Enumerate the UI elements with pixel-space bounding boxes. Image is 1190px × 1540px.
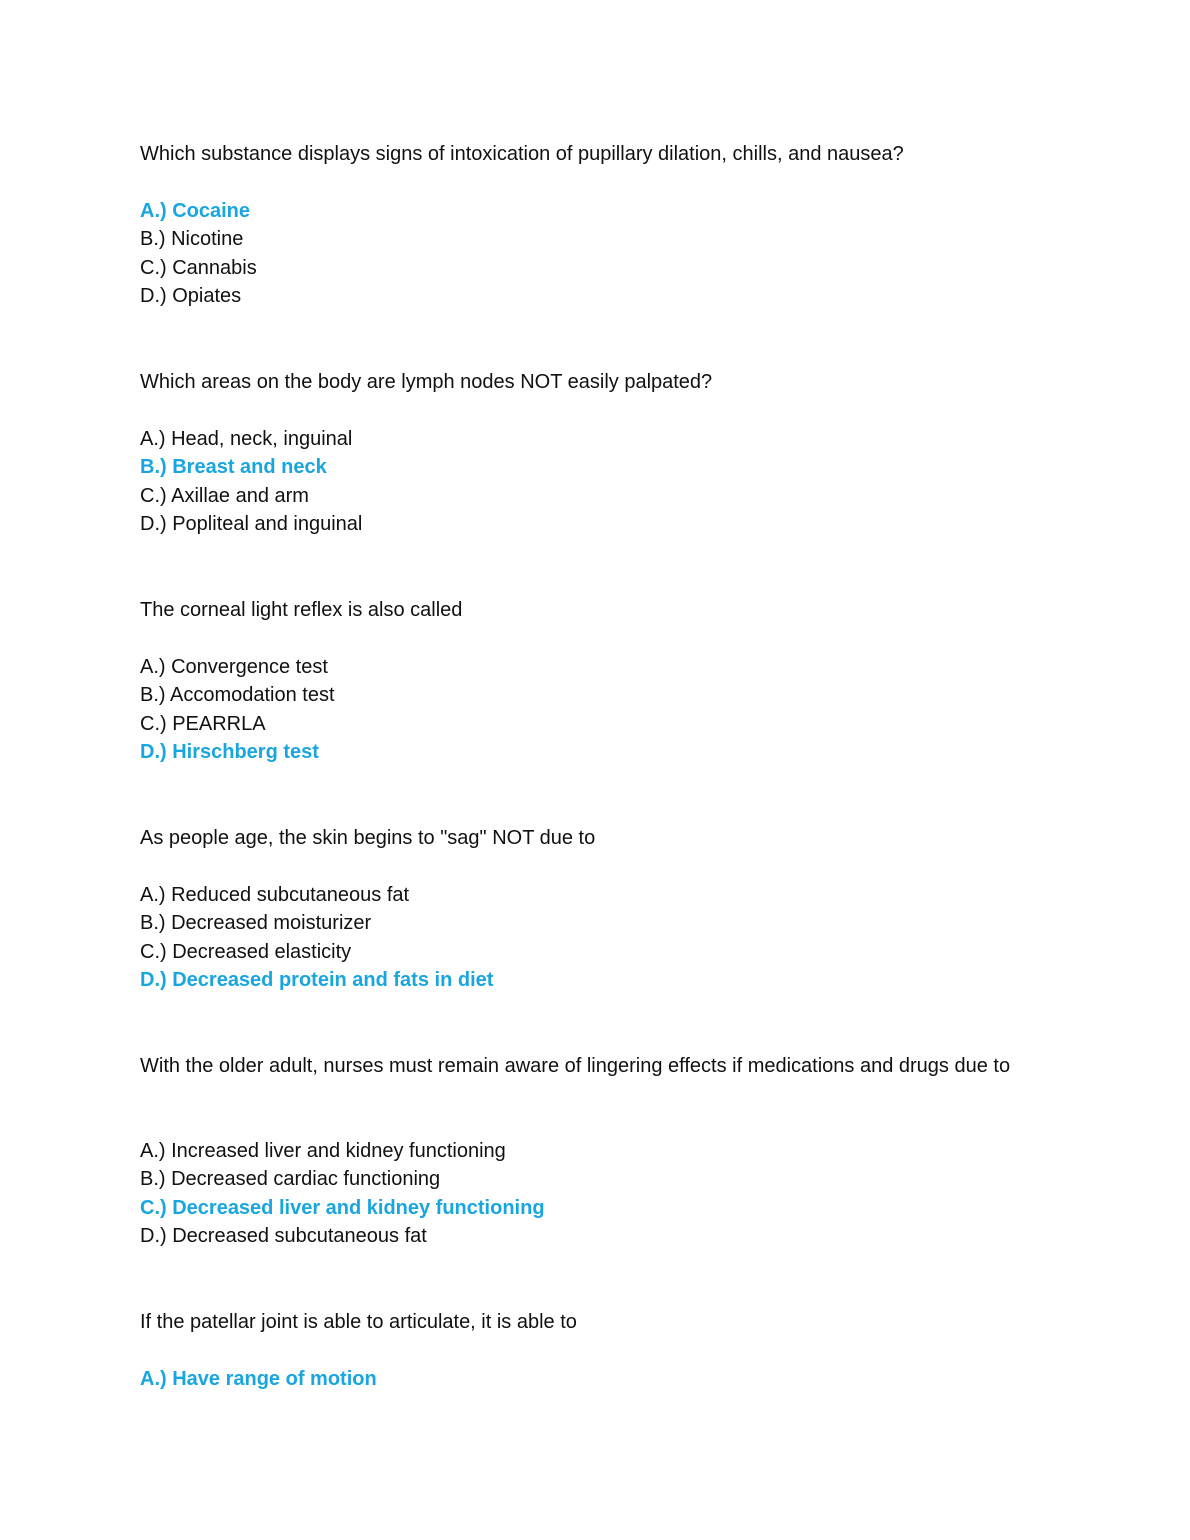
question-5-option-c: C.) Decreased liver and kidney functioning (140, 1197, 545, 1219)
question-2-option-b: B.) Breast and neck (140, 456, 327, 478)
question-1-option-a: A.) Cocaine (140, 200, 251, 222)
question-3-option-a: A.) Convergence test (140, 656, 328, 678)
question-4-option-a: A.) Reduced subcutaneous fat (140, 884, 410, 906)
question-3-option-b: B.) Accomodation test (140, 684, 335, 706)
question-5-option-b: B.) Decreased cardiac functioning (140, 1168, 441, 1190)
question-3-text: The corneal light reflex is also called (140, 599, 463, 621)
question-4-option-c: C.) Decreased elasticity (140, 941, 352, 963)
question-1-option-c: C.) Cannabis (140, 257, 257, 279)
question-4-text: As people age, the skin begins to "sag" NOT due to (140, 827, 596, 849)
question-3-option-d: D.) Hirschberg test (140, 741, 319, 763)
question-1-option-b: B.) Nicotine (140, 228, 244, 250)
question-5-text: With the older adult, nurses must remain aware of lingering effects if medications and drugs due to (140, 1055, 1011, 1077)
question-5-option-a: A.) Increased liver and kidney functioning (140, 1140, 506, 1162)
question-4-option-d: D.) Decreased protein and fats in diet (140, 969, 494, 991)
question-3-option-c: C.) PEARRLA (140, 713, 266, 735)
question-5-option-d: D.) Decreased subcutaneous fat (140, 1225, 427, 1247)
question-6-text: If the patellar joint is able to articulate, it is able to (140, 1311, 577, 1333)
question-2-text: Which areas on the body are lymph nodes NOT easily palpated? (140, 371, 713, 393)
question-1-option-d: D.) Opiates (140, 285, 242, 307)
question-2-option-d: D.) Popliteal and inguinal (140, 513, 363, 535)
question-1-text: Which substance displays signs of intoxication of pupillary dilation, chills, and nausea? (140, 143, 904, 165)
question-6-option-a: A.) Have range of motion (140, 1368, 377, 1390)
question-4-option-b: B.) Decreased moisturizer (140, 912, 372, 934)
question-2-option-a: A.) Head, neck, inguinal (140, 428, 353, 450)
question-2-option-c: C.) Axillae and arm (140, 485, 309, 507)
